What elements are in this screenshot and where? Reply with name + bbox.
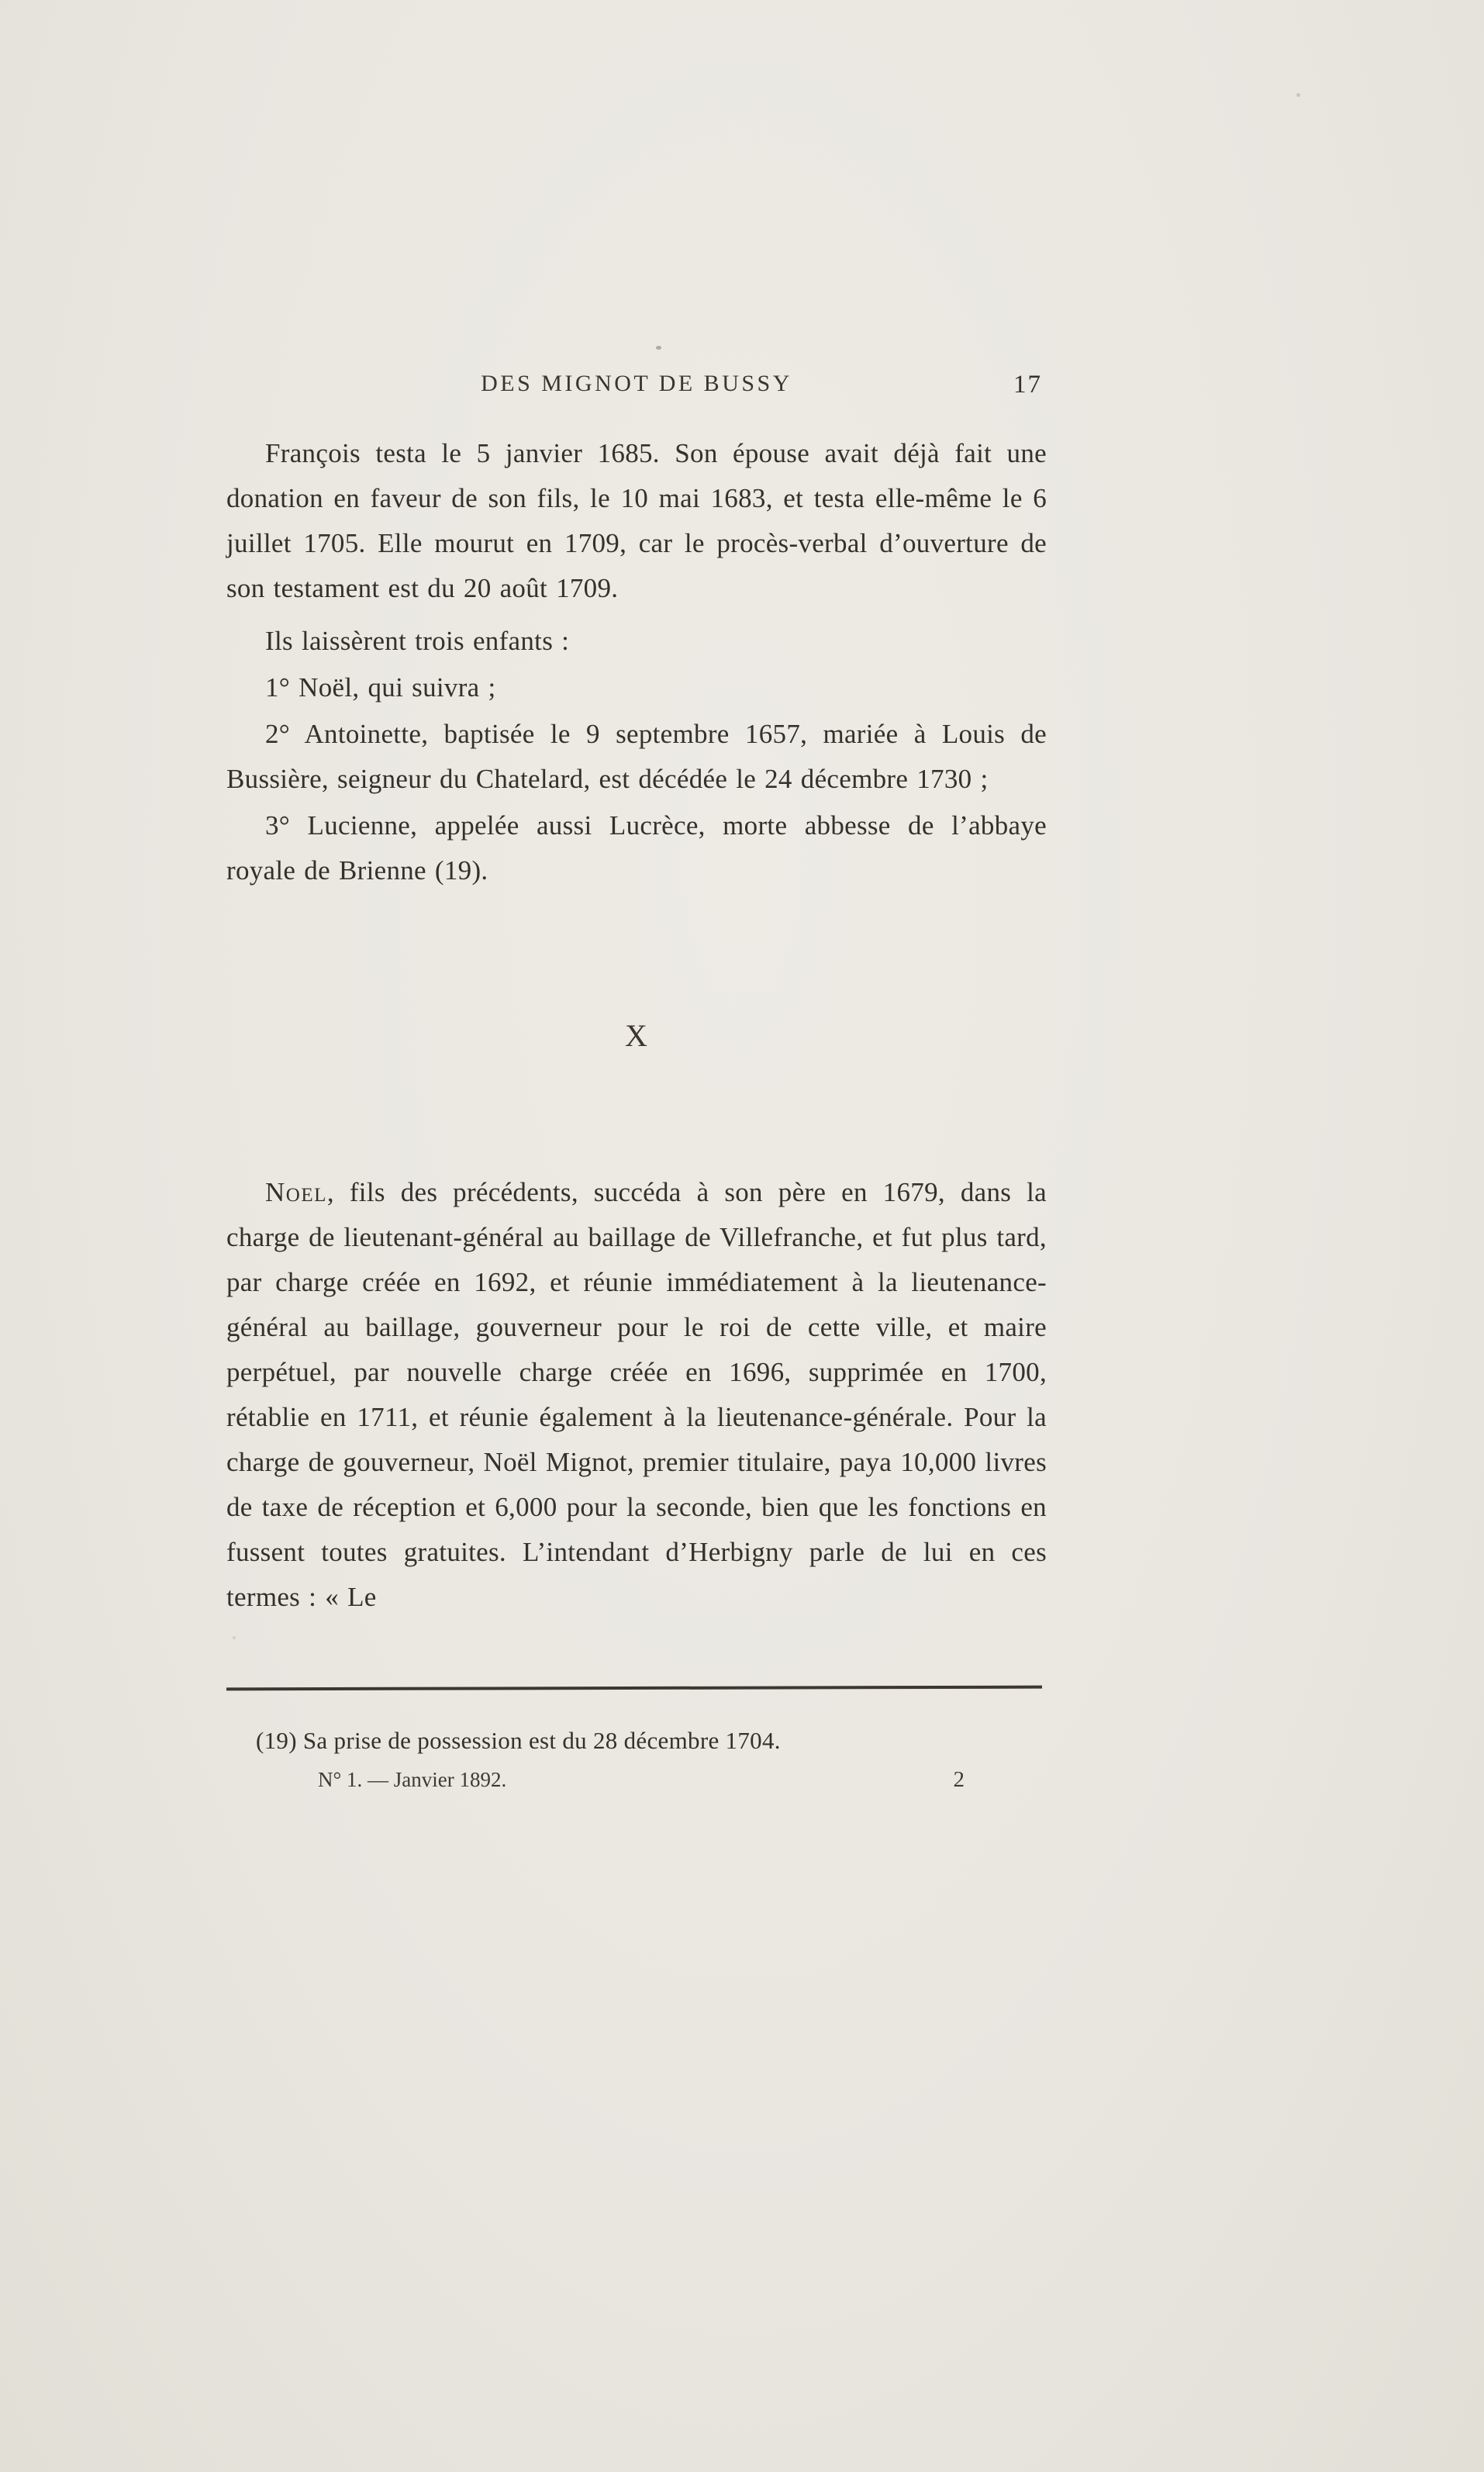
signature-mark: 2 [953,1767,965,1792]
small-caps-lead-name: Noel [265,1177,327,1207]
scan-artifact [656,346,661,350]
running-header [226,371,1047,405]
text-block [226,371,1047,1793]
footnote-rule [226,1686,1042,1691]
issue-imprint: N° 1. — Janvier 1892. [318,1768,507,1791]
footnote: (19) Sa prise de possession est du 28 décembre 1704. [256,1727,781,1754]
running-header-title: DES MIGNOT DE BUSSY [481,371,792,396]
list-item-lucienne: 3° Lucienne, appelée aussi Lucrèce, morte abbesse de l’abbaye royale de Brienne (19). [226,810,1047,886]
list-item-antoinette: 2° Antoinette, baptisée le 9 septembre 1657, mariée à Louis de Bussière, seigneur du Chatelard, est décédée le 24 décembre 1730 ; [226,719,1047,794]
paragraph-noel-biography-text: , fils des précédents, succéda à son père en 1679, dans la charge de lieutenant-général au baillage de Villefranche, et fut plus tard, par charge créée en 1692, et réunie immédiatement à la lieutenance-général au baillage, gouverneur pour le roi de cette ville, et maire perpétuel, par nouvelle charge créée en 1696, supprimée en 1700, rétablie en 1711, et réunie également à la lieutenance-générale. Pour la charge de gouverneur, Noël Mignot, premier titulaire, paya 10,000 livres de taxe de réception et 6,000 pour la seconde, bien que les fonctions en fussent toutes gratuites. L’intendant d’Herbigny parle de lui en ces termes : « Le [226,1177,1047,1612]
paragraph-francois-testament: François testa le 5 janvier 1685. Son épouse avait déjà fait une donation en faveur de son fils, le 10 mai 1683, et testa elle-même le 6 juillet 1705. Elle mourut en 1709, car le procès-verbal d’ouverture de son testament est du 20 août 1709. [226,438,1047,603]
paragraph-noel-biography [226,1170,1047,1620]
page-number: 17 [1013,371,1042,399]
scan-artifact [1296,93,1300,97]
page-footer [226,1767,1047,1793]
paragraph-enfants-intro: Ils laissèrent trois enfants : [265,626,570,656]
list-item-noel: 1° Noël, qui suivra ; [265,672,496,703]
section-heading: X [625,1018,648,1053]
